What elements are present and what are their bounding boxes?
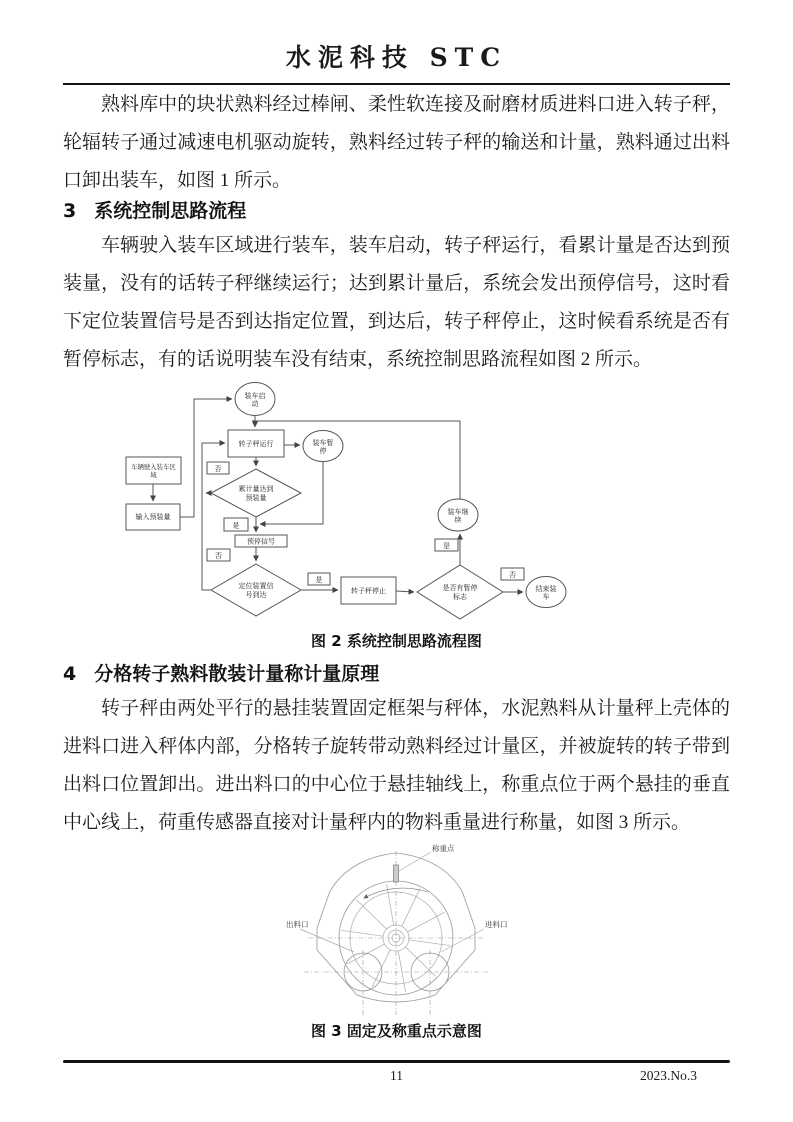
flowchart-node-continue xyxy=(438,499,478,531)
node-continue-label: 装车继续 xyxy=(447,508,469,524)
flowchart-node-stop xyxy=(341,577,396,604)
page-number: 11 xyxy=(390,1068,403,1083)
flowchart-node-pause xyxy=(303,431,343,462)
node-prestop-signal-label: 预停信号 xyxy=(247,537,275,546)
node-pause-label: 装车暂停 xyxy=(312,439,334,455)
decision-pause-flag-label: 是否有暂停标志 xyxy=(442,584,478,601)
flowchart-connectors xyxy=(153,399,523,592)
issue-number: 2023.No.3 xyxy=(640,1068,697,1083)
branch-yes-3: 是 xyxy=(443,542,450,550)
section-4-title: 分格转子熟料散装计量称计量原理 xyxy=(94,663,380,685)
node-stop-label: 转子秤停止 xyxy=(351,587,386,595)
figure-3-diagram xyxy=(280,838,520,1018)
node-start-label: 装车启动 xyxy=(244,392,266,408)
flowchart-node-end xyxy=(526,577,566,608)
outlet-label: 出料口 xyxy=(286,920,309,929)
decision-accumulated-label: 累计量达到预装量 xyxy=(238,485,274,502)
branch-yes-2: 是 xyxy=(315,576,323,584)
section-3-title: 系统控制思路流程 xyxy=(94,200,247,222)
decision-positioning-label: 定位装置信号到达 xyxy=(238,582,274,599)
figure-2-caption: 图 2 系统控制思路流程图 xyxy=(311,632,482,650)
branch-yes-1: 是 xyxy=(232,521,240,530)
section-3-number: 3 xyxy=(63,200,77,222)
flowchart-decision-pause-flag xyxy=(417,565,503,619)
flowchart-node-prestop-signal xyxy=(235,535,287,547)
journal-header-title: 水泥科技 STC xyxy=(285,43,508,72)
weigh-point-label: 称重点 xyxy=(432,844,455,853)
figure-3-labels xyxy=(286,843,508,952)
node-input-preset-label: 输入预装量 xyxy=(135,513,171,521)
branch-no-2: 否 xyxy=(215,552,222,560)
flowchart-node-input-preset xyxy=(126,504,180,530)
node-end-label: 结束装车 xyxy=(535,585,557,601)
weighing-point-mark xyxy=(394,865,399,882)
branch-no-1: 否 xyxy=(214,465,222,473)
node-enter-area-label: 车辆驶入装车区域 xyxy=(131,463,176,479)
section-3-heading xyxy=(63,196,246,223)
flowchart-decision-positioning xyxy=(211,564,301,616)
paragraph-3: 转子秤由两处平行的悬挂装置固定框架与秤体，水泥熟料从计量秤上壳体的进料口进入秤体内部，分格转子旋转带动熟料经过计量区，并被旋转的转子带到出料口位置卸出。进出料口的中心位于悬挂轴线上，称重点位于两个悬挂的垂直中心线上，荷重传感器直接对计量秤内的物料重量进行称量，如图 3 所示。 xyxy=(63,698,730,833)
paragraph-1: 熟料库中的块状熟料经过棒闸、柔性软连接及耐磨材质进料口进入转子秤，轮辐转子通过减速电机驱动旋转，熟料经过转子秤的输送和计量，熟料通过出料口卸出装车，如图 1 所示。 xyxy=(63,94,730,191)
footer-rule xyxy=(63,1060,730,1063)
flowchart-decision-accumulated xyxy=(211,469,301,517)
flowchart-node-run xyxy=(228,430,284,457)
paragraph-2: 车辆驶入装车区域进行装车，装车启动，转子秤运行，看累计量是否达到预装量，没有的话转子秤继续运行；达到累计量后，系统会发出预停信号，这时看下定位装置信号是否到达指定位置，到达后，转子秤停止，这时候看系统是否有暂停标志，有的话说明装车没有结束，系统控制思路流程如图 2 所示。 xyxy=(63,235,730,370)
inlet-label: 进料口 xyxy=(485,920,508,929)
figure-3-caption: 图 3 固定及称重点示意图 xyxy=(311,1022,482,1040)
flowchart-node-enter-area xyxy=(126,457,181,484)
flowchart-node-start xyxy=(235,383,275,416)
section-4-heading xyxy=(63,659,379,686)
node-run-label: 转子秤运行 xyxy=(238,440,274,448)
header-rule xyxy=(63,83,730,85)
section-4-number: 4 xyxy=(63,663,77,685)
figure-2-flowchart xyxy=(100,380,600,630)
branch-no-3: 否 xyxy=(509,571,516,579)
